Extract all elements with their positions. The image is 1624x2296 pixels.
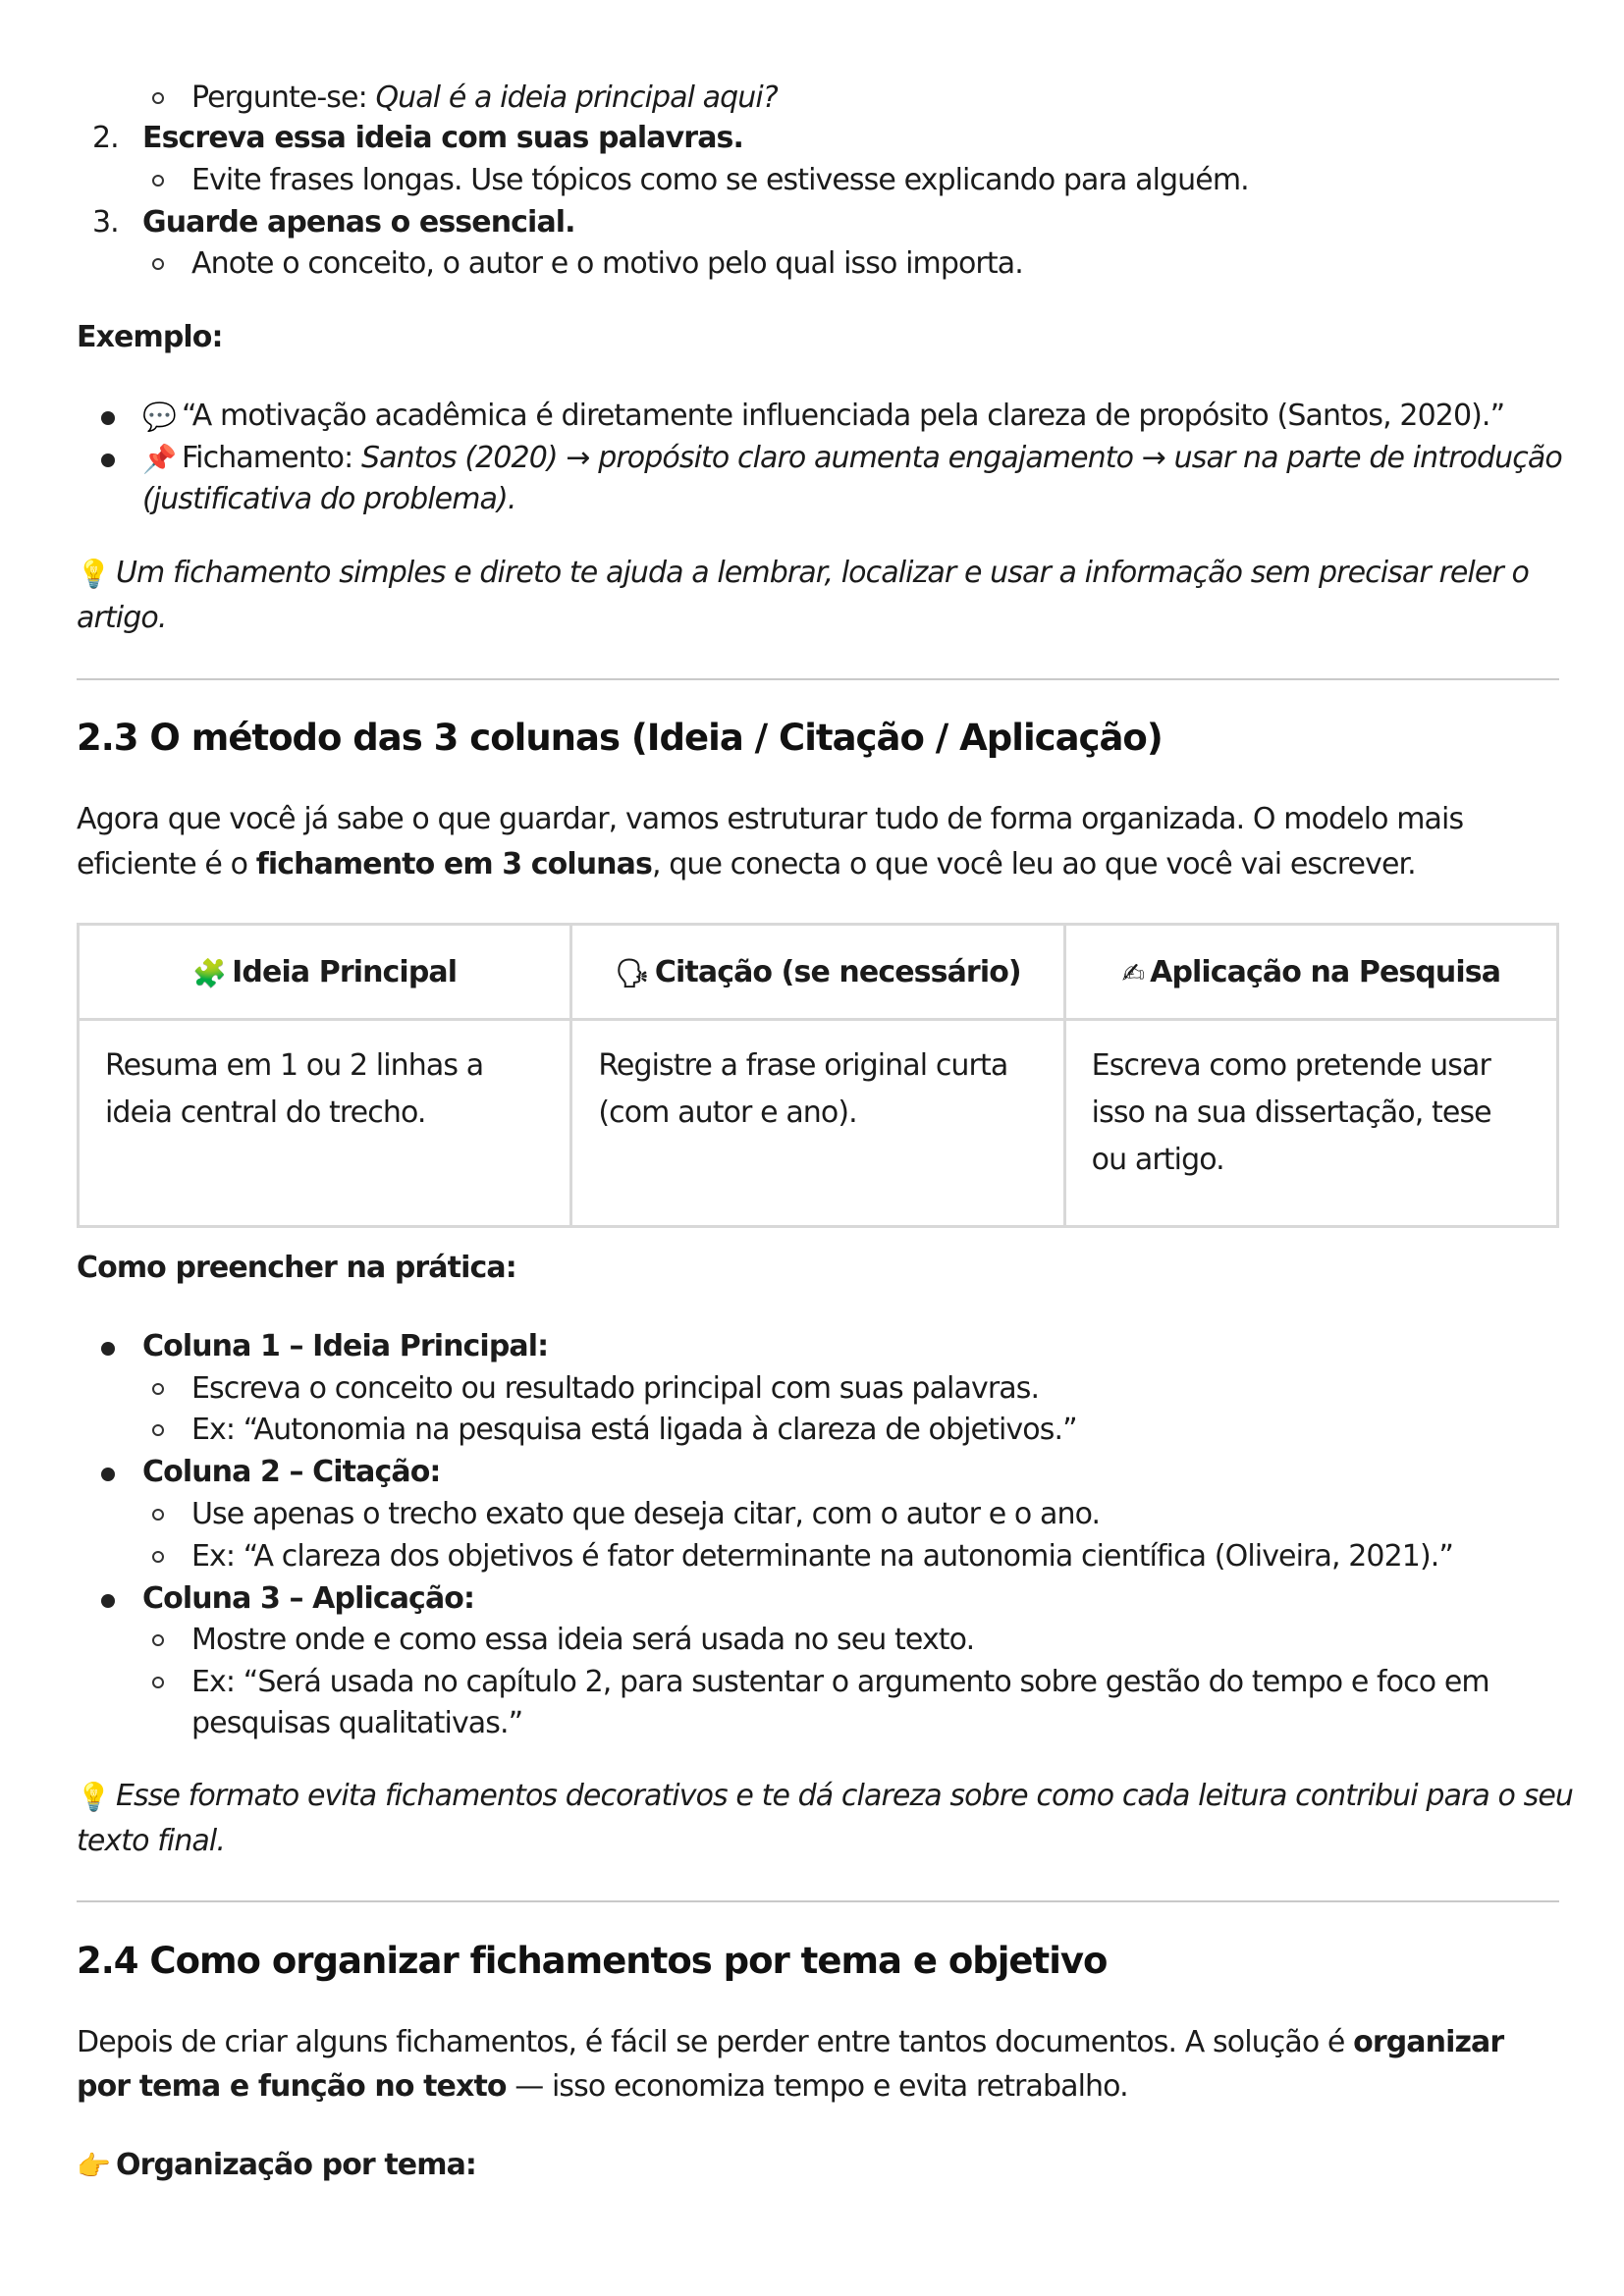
list-item-sub-text: Use apenas o trecho exato que deseja citar, com o autor e o ano. (191, 1497, 1101, 1531)
lightbulb-icon: 💡 (77, 558, 110, 590)
bullet (101, 411, 115, 425)
pushpin-icon: 📌 (142, 443, 176, 475)
table-header-cell: ✍ Aplicação na Pesquisa (1064, 925, 1557, 1020)
three-columns-table (77, 923, 1559, 1228)
example-fichamento-cont: (justificativa do problema). (142, 482, 516, 516)
bullet (101, 454, 115, 467)
pointing-hand-icon: 👉 (77, 2150, 110, 2182)
sub-bullet (152, 1383, 164, 1395)
example-quote: 💬 “A motivação acadêmica é diretamente influenciada pela clareza de propósito (Santos, 2020).” (142, 395, 1504, 439)
list-number: 3. (92, 205, 119, 240)
paragraph: Depois de criar alguns fichamentos, é fácil se perder entre tantos documentos. A solução é organizar (77, 2025, 1504, 2059)
list-item-title: Guarde apenas o essencial. (142, 205, 575, 240)
sub-bullet (152, 1509, 164, 1521)
example-fichamento: 📌 Fichamento: Santos (2020) → propósito claro aumenta engajamento → usar na parte de introdução (142, 437, 1562, 481)
list-item-title: Coluna 2 – Citação: (142, 1455, 441, 1489)
paragraph: Agora que você já sabe o que guardar, vamos estruturar tudo de forma organizada. O modelo mais (77, 802, 1464, 836)
list-item-title: Escreva essa ideia com suas palavras. (142, 121, 743, 155)
tip-text: 💡 Esse formato evita fichamentos decorativos e te dá clareza sobre como cada leitura contribui para o seu (77, 1775, 1573, 1819)
list-item-sub-text: Evite frases longas. Use tópicos como se estivesse explicando para alguém. (191, 163, 1249, 197)
list-item-sub-text: Escreva o conceito ou resultado principal com suas palavras. (191, 1371, 1040, 1406)
sub-bullet (152, 1634, 164, 1646)
bullet (101, 1342, 115, 1356)
list-item-sub-text: Ex: “Será usada no capítulo 2, para sustentar o argumento sobre gestão do tempo e foco em (191, 1665, 1489, 1699)
table-row (79, 1020, 1558, 1227)
table-header-row (79, 925, 1558, 1020)
list-number: 2. (92, 121, 119, 155)
tip-text: 💡 Um fichamento simples e direto te ajuda a lembrar, localizar e usar a informação sem precisar reler o (77, 552, 1529, 596)
paragraph-cont: eficiente é o fichamento em 3 colunas, que conecta o que você leu ao que você vai escrever. (77, 847, 1416, 881)
speaking-head-icon: 🗣 (615, 956, 649, 989)
paragraph-cont: por tema e função no texto — isso economiza tempo e evita retrabalho. (77, 2069, 1128, 2104)
list-item-title: Coluna 3 – Aplicação: (142, 1581, 475, 1616)
sub-bullet (152, 1551, 164, 1563)
list-item-sub-text: Pergunte-se: Qual é a ideia principal aqui? (191, 80, 778, 115)
list-item-sub-text-cont: pesquisas qualitativas.” (191, 1706, 523, 1740)
table-header-cell: 🗣 Citação (se necessário) (571, 925, 1064, 1020)
sub-bullet (152, 258, 164, 270)
section-heading: 2.4 Como organizar fichamentos por tema e objetivo (77, 1940, 1108, 1982)
tip-text-cont: artigo. (77, 601, 167, 635)
lightbulb-icon: 💡 (77, 1781, 110, 1813)
divider (77, 678, 1559, 680)
writing-hand-icon: ✍ (1121, 956, 1145, 989)
org-label: 👉 Organização por tema: (77, 2144, 476, 2188)
list-item-sub-text: Anote o conceito, o autor e o motivo pelo qual isso importa. (191, 246, 1023, 281)
speech-balloon-icon: 💬 (142, 400, 176, 433)
list-item-sub-text: Ex: “A clareza dos objetivos é fator determinante na autonomia científica (Oliveira, 2021).” (191, 1539, 1454, 1574)
sub-bullet (152, 1677, 164, 1688)
bullet (101, 1468, 115, 1481)
puzzle-piece-icon: 🧩 (192, 956, 227, 989)
tip-text-cont: texto final. (77, 1824, 225, 1858)
table-cell: Registre a frase original curta (com autor e ano). (571, 1020, 1064, 1227)
section-heading: 2.3 O método das 3 colunas (Ideia / Citação / Aplicação) (77, 717, 1163, 759)
list-item-sub-text: Ex: “Autonomia na pesquisa está ligada à clareza de objetivos.” (191, 1413, 1077, 1447)
example-label: Exemplo: (77, 320, 223, 354)
table-cell: Resuma em 1 ou 2 linhas a ideia central do trecho. (79, 1020, 571, 1227)
bullet (101, 1594, 115, 1608)
list-item-sub-text: Mostre onde e como essa ideia será usada no seu texto. (191, 1623, 975, 1657)
table-cell: Escreva como pretende usar isso na sua dissertação, tese ou artigo. (1064, 1020, 1557, 1227)
divider (77, 1900, 1559, 1902)
sub-bullet (152, 1424, 164, 1436)
list-item-title: Coluna 1 – Ideia Principal: (142, 1329, 549, 1363)
table-header-cell: 🧩 Ideia Principal (79, 925, 571, 1020)
sub-bullet (152, 175, 164, 187)
sub-bullet (152, 92, 164, 104)
practice-label: Como preencher na prática: (77, 1251, 516, 1285)
